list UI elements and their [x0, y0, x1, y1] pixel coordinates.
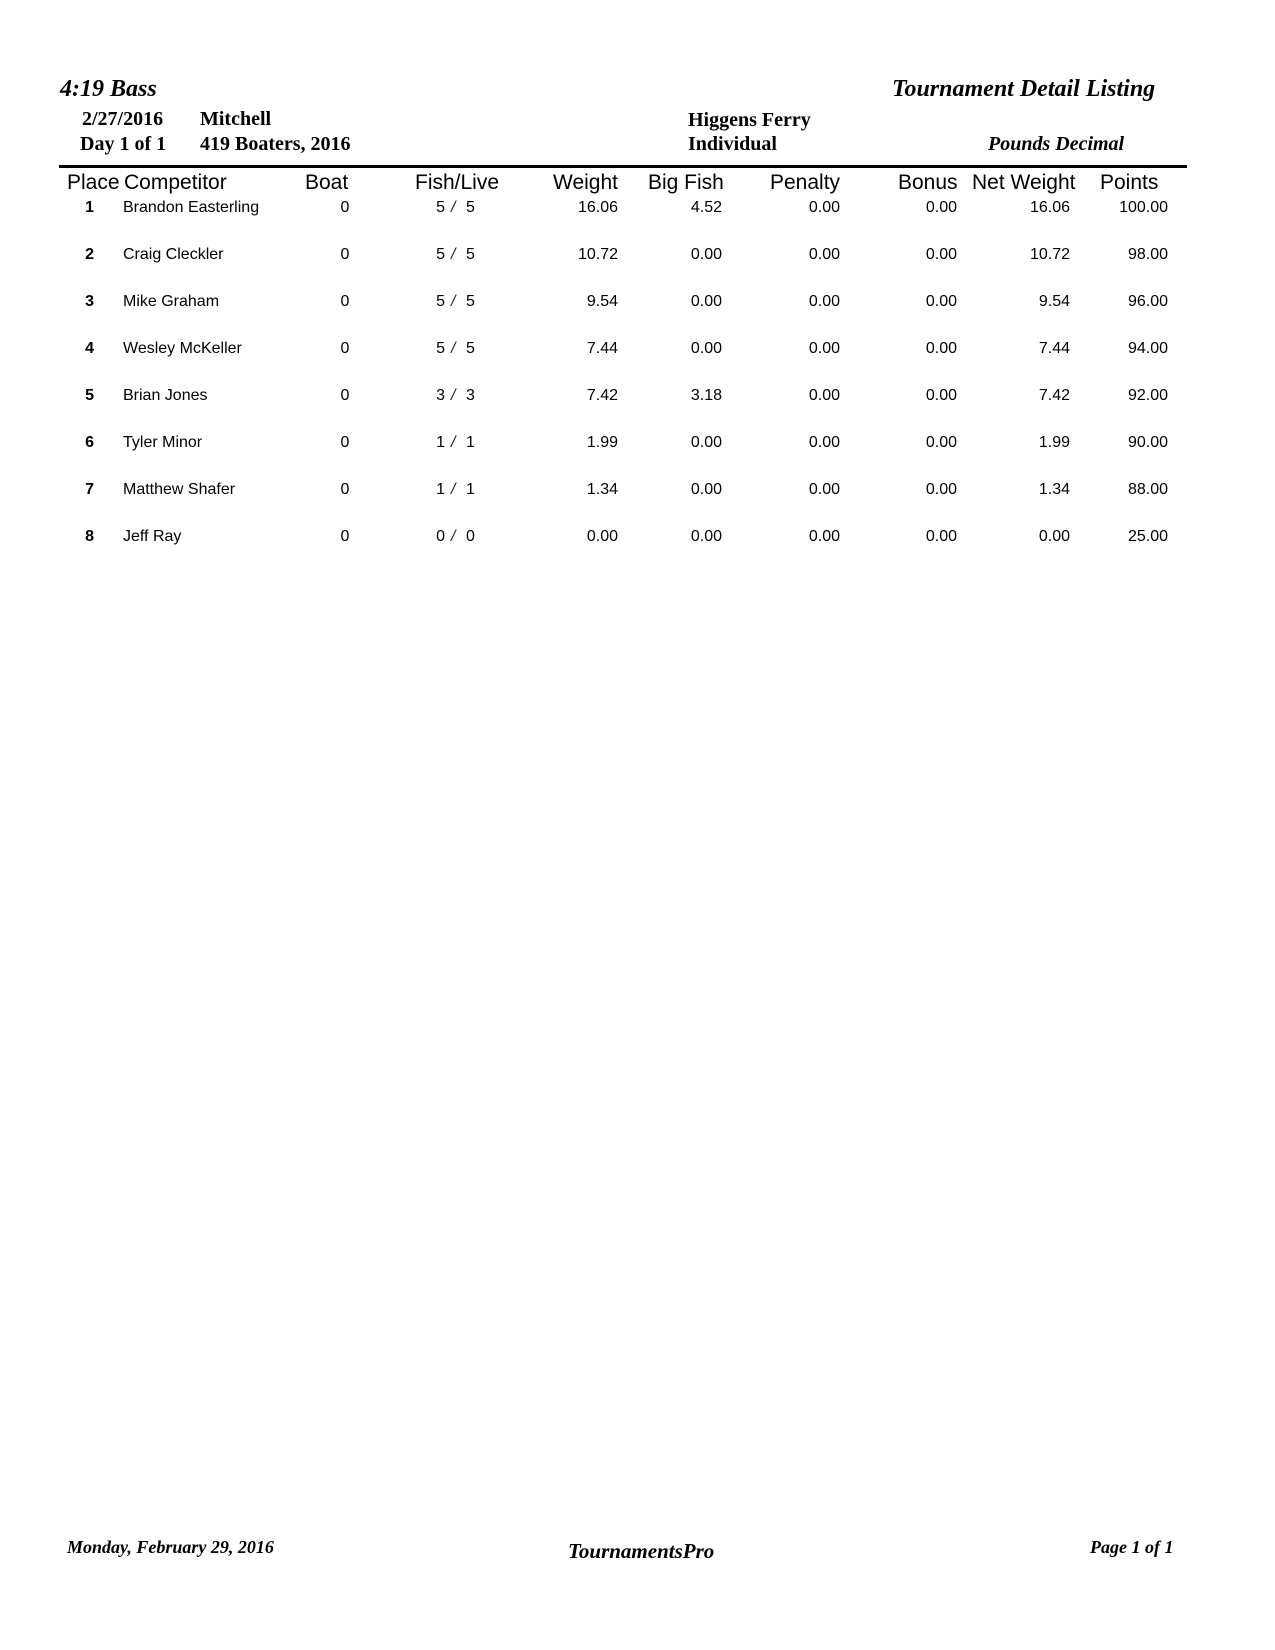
- weight-cell: 16.06: [577, 199, 618, 216]
- competitor-cell: Matthew Shafer: [123, 481, 236, 498]
- penalty-cell: 0.00: [808, 199, 840, 216]
- col-big-fish: Big Fish: [648, 171, 724, 194]
- table-row: [0, 528, 1275, 556]
- points-cell: 92.00: [1127, 387, 1168, 404]
- bonus-cell: 0.00: [925, 293, 957, 310]
- competitor-cell: Craig Cleckler: [123, 246, 224, 263]
- penalty-cell: 0.00: [808, 481, 840, 498]
- net-weight-cell: 1.34: [1038, 481, 1070, 498]
- fish-cell: 5: [436, 199, 445, 216]
- penalty-cell: 0.00: [808, 387, 840, 404]
- report-title: Tournament Detail Listing: [892, 76, 1156, 102]
- bonus-cell: 0.00: [925, 199, 957, 216]
- bonus-cell: 0.00: [925, 481, 957, 498]
- points-cell: 98.00: [1127, 246, 1168, 263]
- net-weight-cell: 10.72: [1029, 246, 1070, 263]
- competitor-cell: Wesley McKeller: [123, 340, 242, 357]
- place-cell: 3: [85, 293, 94, 310]
- fish-cell: 5: [436, 293, 445, 310]
- event-date: 2/27/2016: [82, 108, 164, 130]
- net-weight-cell: 9.54: [1038, 293, 1070, 310]
- big-fish-cell: 0.00: [690, 481, 722, 498]
- place-cell: 1: [85, 199, 94, 216]
- col-competitor: Competitor: [124, 171, 227, 194]
- table-row: [0, 199, 1275, 227]
- boat-cell: 0: [340, 340, 350, 357]
- place-cell: 8: [85, 528, 94, 545]
- fish-cell: 0: [436, 528, 445, 545]
- header-divider: [59, 165, 1187, 168]
- weight-cell: 7.44: [586, 340, 618, 357]
- col-weight: Weight: [553, 171, 618, 194]
- competitor-cell: Brandon Easterling: [123, 199, 260, 216]
- boat-cell: 0: [340, 246, 350, 263]
- net-weight-cell: 1.99: [1038, 434, 1070, 451]
- live-cell: 1: [466, 481, 475, 498]
- fish-live-separator: /: [451, 387, 456, 404]
- live-cell: 5: [466, 340, 475, 357]
- tournament-title: 4:19 Bass: [60, 76, 157, 102]
- table-row: [0, 434, 1275, 462]
- live-cell: 0: [466, 528, 475, 545]
- live-cell: 5: [466, 199, 475, 216]
- fish-live-separator: /: [451, 481, 456, 498]
- big-fish-cell: 0.00: [690, 528, 722, 545]
- points-cell: 100.00: [1119, 199, 1168, 216]
- boat-cell: 0: [340, 481, 350, 498]
- competitor-cell: Jeff Ray: [123, 528, 182, 545]
- fish-live-separator: /: [451, 434, 456, 451]
- table-row: [0, 340, 1275, 368]
- weight-cell: 1.34: [586, 481, 618, 498]
- fish-cell: 5: [436, 340, 445, 357]
- fish-live-separator: /: [451, 340, 456, 357]
- weight-units: Pounds Decimal: [988, 133, 1125, 155]
- boat-cell: 0: [340, 434, 350, 451]
- big-fish-cell: 0.00: [690, 340, 722, 357]
- net-weight-cell: 0.00: [1038, 528, 1070, 545]
- col-boat: Boat: [305, 171, 349, 194]
- weight-cell: 9.54: [586, 293, 618, 310]
- boat-cell: 0: [340, 387, 350, 404]
- place-cell: 7: [85, 481, 94, 498]
- table-row: [0, 293, 1275, 321]
- table-row: [0, 481, 1275, 509]
- place-cell: 6: [85, 434, 94, 451]
- fish-live-separator: /: [451, 293, 456, 310]
- col-penalty: Penalty: [770, 171, 841, 194]
- fish-cell: 1: [436, 481, 445, 498]
- weight-cell: 1.99: [586, 434, 618, 451]
- footer-page-number: Page 1 of 1: [1090, 1537, 1174, 1557]
- table-row: [0, 387, 1275, 415]
- place-cell: 2: [85, 246, 94, 263]
- col-bonus: Bonus: [898, 171, 958, 194]
- division: Individual: [688, 133, 777, 155]
- live-cell: 3: [466, 387, 475, 404]
- competitor-cell: Brian Jones: [123, 387, 208, 404]
- place-cell: 4: [85, 340, 94, 357]
- lake-name: Mitchell: [200, 108, 272, 130]
- big-fish-cell: 4.52: [690, 199, 722, 216]
- competitor-cell: Tyler Minor: [123, 434, 203, 451]
- fish-cell: 5: [436, 246, 445, 263]
- weight-cell: 7.42: [586, 387, 618, 404]
- points-cell: 96.00: [1127, 293, 1168, 310]
- event-day: Day 1 of 1: [80, 133, 167, 155]
- penalty-cell: 0.00: [808, 528, 840, 545]
- footer-print-date: Monday, February 29, 2016: [67, 1537, 274, 1557]
- fish-live-separator: /: [451, 528, 456, 545]
- season-name: 419 Boaters, 2016: [200, 133, 351, 155]
- fish-cell: 1: [436, 434, 445, 451]
- bonus-cell: 0.00: [925, 434, 957, 451]
- live-cell: 1: [466, 434, 475, 451]
- big-fish-cell: 0.00: [690, 293, 722, 310]
- penalty-cell: 0.00: [808, 340, 840, 357]
- points-cell: 88.00: [1127, 481, 1168, 498]
- penalty-cell: 0.00: [808, 293, 840, 310]
- live-cell: 5: [466, 246, 475, 263]
- bonus-cell: 0.00: [925, 246, 957, 263]
- penalty-cell: 0.00: [808, 434, 840, 451]
- col-fish-live: Fish/Live: [415, 171, 500, 194]
- boat-cell: 0: [340, 528, 350, 545]
- place-cell: 5: [85, 387, 94, 404]
- col-net-weight: Net Weight: [972, 171, 1076, 194]
- fish-cell: 3: [436, 387, 445, 404]
- footer-brand: TournamentsPro: [568, 1539, 715, 1563]
- big-fish-cell: 3.18: [690, 387, 722, 404]
- bonus-cell: 0.00: [925, 340, 957, 357]
- fish-live-separator: /: [451, 199, 456, 216]
- net-weight-cell: 16.06: [1029, 199, 1070, 216]
- big-fish-cell: 0.00: [690, 434, 722, 451]
- live-cell: 5: [466, 293, 475, 310]
- col-place: Place: [67, 171, 120, 194]
- big-fish-cell: 0.00: [690, 246, 722, 263]
- boat-cell: 0: [340, 199, 350, 216]
- net-weight-cell: 7.42: [1038, 387, 1070, 404]
- launch-location: Higgens Ferry: [688, 109, 811, 131]
- net-weight-cell: 7.44: [1038, 340, 1070, 357]
- weight-cell: 0.00: [586, 528, 618, 545]
- boat-cell: 0: [340, 293, 350, 310]
- points-cell: 25.00: [1127, 528, 1168, 545]
- competitor-cell: Mike Graham: [123, 293, 220, 310]
- points-cell: 90.00: [1127, 434, 1168, 451]
- points-cell: 94.00: [1127, 340, 1168, 357]
- table-row: [0, 246, 1275, 274]
- weight-cell: 10.72: [577, 246, 618, 263]
- bonus-cell: 0.00: [925, 528, 957, 545]
- col-points: Points: [1100, 171, 1159, 194]
- penalty-cell: 0.00: [808, 246, 840, 263]
- fish-live-separator: /: [451, 246, 456, 263]
- bonus-cell: 0.00: [925, 387, 957, 404]
